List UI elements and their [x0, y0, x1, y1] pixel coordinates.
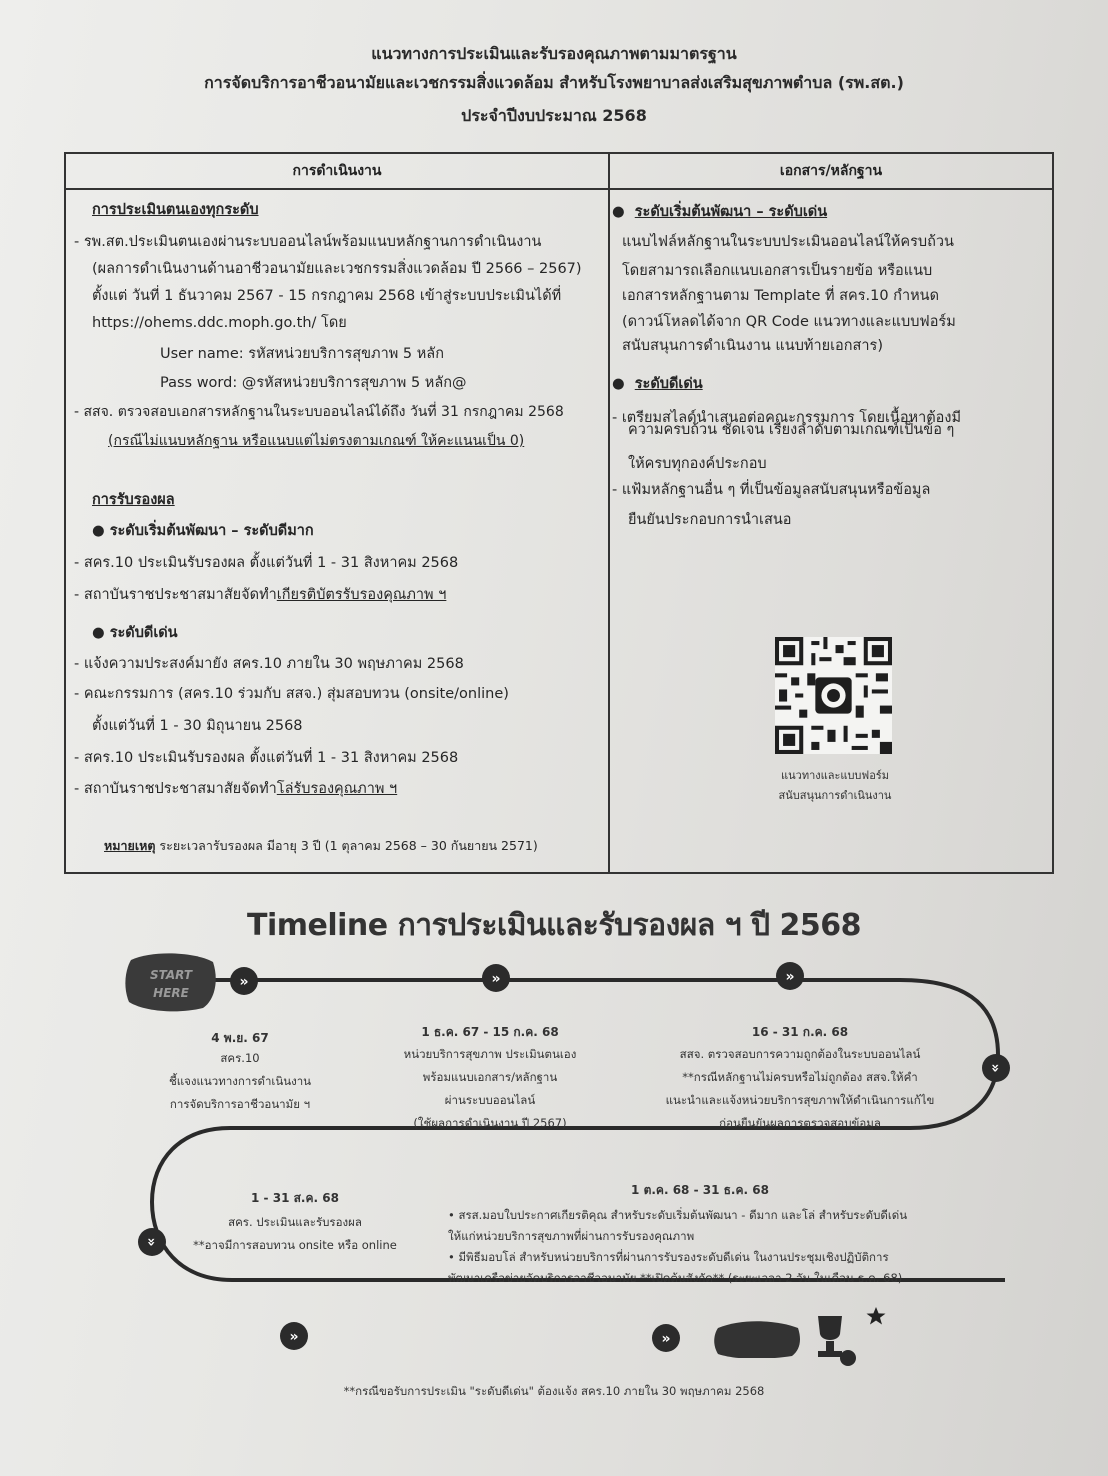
milestone-line: สคร. ประเมินและรับรองผล — [228, 1215, 362, 1229]
finish-badge-icon — [712, 1318, 802, 1358]
note-label: หมายเหตุ — [104, 838, 156, 853]
doc-title-line1: แนวทางการประเมินและรับรองคุณภาพตามมาตรฐาน — [371, 44, 737, 63]
milestone-date: 1 ธ.ค. 67 - 15 ก.ค. 68 — [421, 1025, 559, 1039]
self-assess-line: (ผลการดำเนินงานด้านอาชีวอนามัยและเวชกรรมสิ่งแวดล้อม ปี 2566 – 2567) — [92, 261, 582, 277]
level-excellent: ● ระดับดีเด่น — [92, 625, 178, 641]
timeline-footnote: **กรณีขอรับการประเมิน "ระดับดีเด่น" ต้องแจ้ง สคร.10 ภายใน 30 พฤษภาคม 2568 — [343, 1384, 765, 1398]
milestone-date: 1 - 31 ส.ค. 68 — [251, 1191, 339, 1205]
ohems-url: https://ohems.ddc.moph.go.th/ โดย — [92, 315, 347, 331]
qr-code-icon[interactable] — [775, 637, 892, 754]
milestone-bullets — [448, 1205, 907, 1289]
svg-text:»: » — [987, 1063, 1003, 1073]
evidence-level-excellent-title: ระดับดีเด่น — [634, 376, 703, 392]
svg-text:»: » — [239, 974, 249, 990]
svg-text:»: » — [785, 969, 795, 985]
milestone-line: **อาจมีการสอบทวน onsite หรือ online — [193, 1238, 397, 1252]
milestone-line: ให้แก่หน่วยบริการสุขภาพที่ผ่านการรับรองคุณภาพ — [448, 1229, 695, 1243]
svg-text:»: » — [491, 971, 501, 987]
evidence-line: สนับสนุนการดำเนินงาน แนบท้ายเอกสาร) — [622, 338, 883, 354]
doc-title-line3: ประจำปีงบประมาณ 2568 — [461, 106, 647, 125]
qr-caption: สนับสนุนการดำเนินงาน — [778, 789, 892, 802]
certification-heading: การรับรองผล — [92, 492, 175, 508]
evidence-line: - เตรียมสไลด์นำเสนอต่อคณะกรรมการ โดยเนื้อหาต้องมี — [612, 410, 962, 426]
certificate-link-text: เกียรติบัตรรับรองคุณภาพ ฯ — [276, 587, 447, 603]
trophy-icon — [802, 1312, 862, 1368]
milestone-text — [140, 1047, 340, 1116]
start-here-badge — [123, 952, 217, 1012]
evidence-line: ความครบถ้วน ชัดเจน เรียงลำดับตามเกณฑ์เป็นข้อ ๆ — [628, 422, 955, 438]
forward-arrows-icon — [480, 962, 512, 994]
evidence-level-basic: ● ระดับเริ่มต้นพัฒนา – ระดับเด่น — [612, 204, 828, 220]
milestone-text — [170, 1211, 420, 1257]
svg-text:»: » — [289, 1329, 299, 1345]
here-label: HERE — [153, 986, 189, 1000]
password-info: Pass word: @รหัสหน่วยบริการสุขภาพ 5 หลัก@ — [160, 375, 467, 391]
self-assess-line: - รพ.สต.ประเมินตนเองผ่านระบบออนไลน์พร้อมแนบหลักฐานการดำเนินงาน — [74, 234, 542, 250]
forward-arrows-icon — [278, 1320, 310, 1352]
svg-text:»: » — [661, 1331, 671, 1347]
milestone-line: การจัดบริการอาชีวอนามัย ฯ — [169, 1097, 311, 1111]
cert-text: - สถาบันราชประชาสมาสัยจัดทำ — [74, 587, 277, 603]
zero-score-note: (กรณีไม่แนบหลักฐาน หรือแนบแต่ไม่ตรงตามเกณฑ์ ให้คะแนนเป็น 0) — [108, 433, 525, 449]
milestone-line: ก่อนยืนยันผลการตรวจสอบข้อมูล — [719, 1116, 881, 1130]
evidence-line: (ดาวน์โหลดได้จาก QR Code แนวทางและแบบฟอร์ม — [622, 314, 956, 330]
cert-line — [74, 777, 397, 800]
milestone-line: พร้อมแนบเอกสาร/หลักฐาน — [422, 1070, 558, 1084]
evidence-level-basic-title: ระดับเริ่มต้นพัฒนา – ระดับเด่น — [634, 204, 828, 220]
forward-arrows-icon — [650, 1322, 682, 1354]
milestone-line: • มีพิธีมอบโล่ สำหรับหน่วยบริการที่ผ่านการรับรองระดับดีเด่น ในงานประชุมเชิงปฏิบัติการ — [448, 1250, 889, 1264]
forward-arrows-icon — [774, 960, 806, 992]
milestone-line: • สรส.มอบใบประกาศเกียรติคุณ สำหรับระดับเริ่มต้นพัฒนา - ดีมาก และโล่ สำหรับระดับดีเด่น — [448, 1208, 908, 1222]
milestone-line: ชี้แจงแนวทางการดำเนินงาน — [168, 1074, 312, 1088]
evidence-line: - แฟ้มหลักฐานอื่น ๆ ที่เป็นข้อมูลสนับสนุนหรือข้อมูล — [612, 482, 931, 498]
milestone-line: หน่วยบริการสุขภาพ ประเมินตนเอง — [403, 1047, 577, 1061]
down-arrows-icon — [136, 1226, 168, 1258]
evidence-level-excellent: ● ระดับดีเด่น — [612, 376, 703, 392]
ssj-check-line: - สสจ. ตรวจสอบเอกสารหลักฐานในระบบออนไลน์ได้ถึง วันที่ 31 กรกฎาคม 2568 — [74, 404, 564, 420]
star-icon — [866, 1306, 886, 1326]
evidence-line: โดยสามารถเลือกแนบเอกสารเป็นรายข้อ หรือแนบ — [622, 263, 933, 279]
milestone-line: (ใช้ผลการดำเนินงาน ปี 2567) — [413, 1116, 567, 1130]
cert-line — [74, 583, 446, 606]
forward-arrows-icon — [228, 965, 260, 997]
level-basic-verygood: ● ระดับเริ่มต้นพัฒนา – ระดับดีมาก — [92, 523, 314, 539]
col-header-evidence: เอกสาร/หลักฐาน — [609, 153, 1053, 189]
cert-line: - สคร.10 ประเมินรับรองผล ตั้งแต่วันที่ 1 - 31 สิงหาคม 2568 — [74, 750, 459, 766]
note-text: ระยะเวลารับรองผล มีอายุ 3 ปี (1 ตุลาคม 2568 – 30 กันยายน 2571) — [155, 838, 538, 853]
milestone-line: สคร.10 — [220, 1051, 260, 1065]
evidence-line: เอกสารหลักฐานตาม Template ที่ สคร.10 กำหนด — [622, 288, 939, 304]
cert-line: - คณะกรรมการ (สคร.10 ร่วมกับ สสจ.) สุ่มสอบทวน (onsite/online) — [74, 686, 509, 702]
milestone-line: ผ่านระบบออนไลน์ — [444, 1093, 536, 1107]
milestone-text — [370, 1043, 610, 1135]
timeline-title: Timeline การประเมินและรับรองผล ฯ ปี 2568 — [247, 908, 861, 943]
start-label: START — [149, 968, 193, 982]
self-assess-heading: การประเมินตนเองทุกระดับ — [92, 202, 259, 218]
evidence-line: แนบไฟล์หลักฐานในระบบประเมินออนไลน์ให้ครบถ้วน — [622, 234, 954, 250]
milestone-line: พัฒนาเครือข่ายจัดบริการอาชีวอนามัย **เปิดต้นสังกัด** (ระยะเวลา 2 วัน ในเดือน ธ.ค. 68) — [448, 1271, 903, 1285]
evidence-line: ให้ครบทุกองค์ประกอบ — [628, 456, 767, 472]
milestone-date: 1 ต.ค. 68 - 31 ธ.ค. 68 — [631, 1183, 769, 1197]
cert-text: - สถาบันราชประชาสมาสัยจัดทำ — [74, 781, 277, 797]
self-assess-line: ตั้งแต่ วันที่ 1 ธันวาคม 2567 - 15 กรกฎาคม 2568 เข้าสู่ระบบประเมินได้ที่ — [92, 288, 562, 304]
cert-line: - สคร.10 ประเมินรับรองผล ตั้งแต่วันที่ 1 - 31 สิงหาคม 2568 — [74, 555, 459, 571]
milestone-date: 16 - 31 ก.ค. 68 — [751, 1025, 849, 1039]
svg-text:»: » — [143, 1237, 159, 1247]
milestone-date: 4 พ.ย. 67 — [211, 1031, 269, 1045]
qr-caption: แนวทางและแบบฟอร์ม — [781, 769, 889, 782]
down-arrows-icon — [980, 1052, 1012, 1084]
shield-award-text: โล่รับรองคุณภาพ ฯ — [276, 781, 398, 797]
milestone-text — [640, 1043, 960, 1135]
col-header-operation: การดำเนินงาน — [65, 153, 609, 189]
milestone-line: **กรณีหลักฐานไม่ครบหรือไม่ถูกต้อง สสจ.ให้คำ — [682, 1070, 918, 1084]
cert-line: - แจ้งความประสงค์มายัง สคร.10 ภายใน 30 พฤษภาคม 2568 — [74, 656, 464, 672]
note-line — [104, 836, 538, 856]
milestone-line: แนะนำและแจ้งหน่วยบริการสุขภาพให้ดำเนินการแก้ไข — [665, 1093, 935, 1107]
milestone-line: สสจ. ตรวจสอบการความถูกต้องในระบบออนไลน์ — [679, 1047, 921, 1061]
doc-title-line2: การจัดบริการอาชีวอนามัยและเวชกรรมสิ่งแวดล้อม สำหรับโรงพยาบาลส่งเสริมสุขภาพตำบล (รพ.สต.) — [204, 73, 904, 92]
cert-line: ตั้งแต่วันที่ 1 - 30 มิถุนายน 2568 — [92, 718, 303, 734]
username-info: User name: รหัสหน่วยบริการสุขภาพ 5 หลัก — [160, 346, 444, 362]
evidence-line: ยืนยันประกอบการนำเสนอ — [628, 512, 792, 528]
